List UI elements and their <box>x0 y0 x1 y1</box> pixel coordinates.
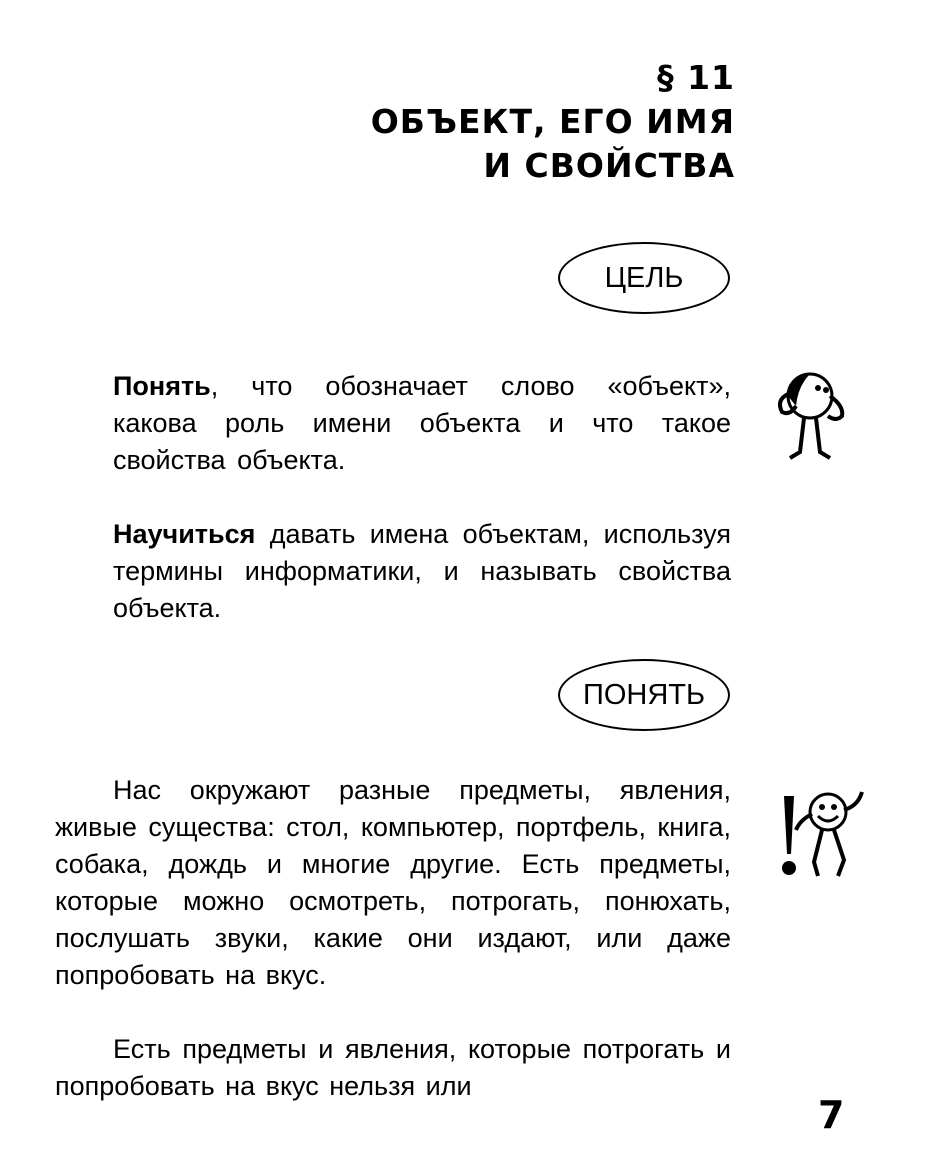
goal-item-1-bold: Понять <box>113 371 211 401</box>
understand-badge <box>558 659 730 731</box>
page-title-line-1: ОБЪЕКТ, ЕГО ИМЯ <box>370 102 735 141</box>
goal-item-1-text: , что обозначает слово «объект», какова роль имени объекта и что такое свойства объекта. <box>113 371 731 475</box>
page-title-line-2: И СВОЙСТВА <box>483 146 735 185</box>
understand-badge-label: ПОНЯТЬ <box>582 678 706 711</box>
thinking-figure-icon <box>768 366 854 466</box>
goal-item-2-bold: Научиться <box>113 519 256 549</box>
goal-item-1 <box>113 368 731 479</box>
body-paragraph-2: Есть предметы и явления, которые потрогать и попробовать на вкус нельзя или <box>55 1034 731 1101</box>
goal-item-2 <box>113 516 731 627</box>
goal-badge-label: ЦЕЛЬ <box>604 261 684 294</box>
exclamation-figure-icon <box>774 784 870 884</box>
goal-item-2-text: давать имена объектам, используя термины информатики, и называть свойства объекта. <box>113 519 731 623</box>
goal-badge <box>558 242 730 314</box>
page-number: 7 <box>818 1093 845 1137</box>
body-paragraph-1: Нас окружают разные предметы, явления, живые существа: стол, компьютер, портфель, книга, собака, дождь и многие другие. Есть предметы, которые можно осмотреть, потрогать, понюхать, послушать звуки, какие они издают, или даже попробовать на вкус. <box>55 775 731 990</box>
section-number: § 11 <box>657 58 735 97</box>
